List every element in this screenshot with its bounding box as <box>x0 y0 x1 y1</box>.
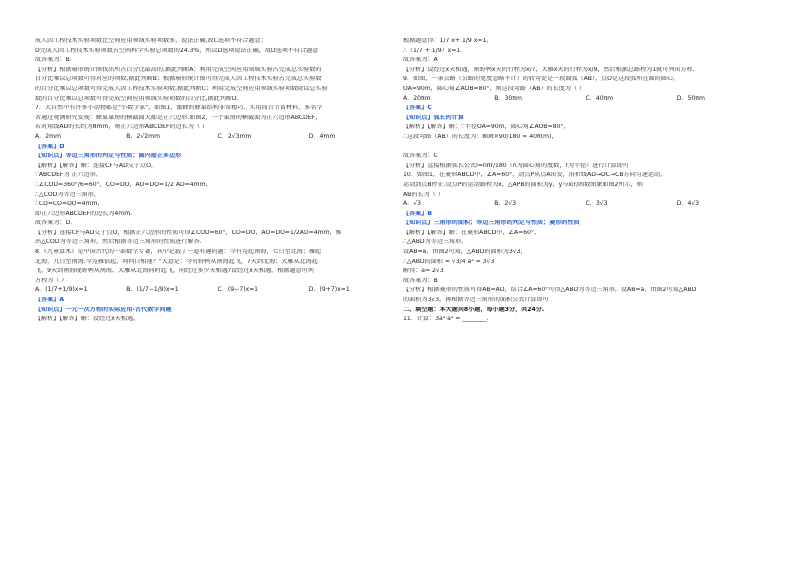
knowledge-line: 【知识点】弧长的计算 <box>403 114 464 121</box>
text-line: ∵ABCDEF为 正六边形， <box>35 172 102 179</box>
right-column <box>403 38 768 326</box>
text-line: 【解析】【解答】解：连接CF与AD交于点O， <box>35 162 157 169</box>
text-line: 百分比乘以总项数可得对应的项数,据此判断B；根据扇形统计图可得完成人因工程技术实验占完成总实验数 <box>35 76 322 83</box>
text-line: 【分析】连接CF与AD交于点O，根据正六边形的性质可得∠COD=60°，CO=DO，AO=DO=1/2AD=4mm，推 <box>35 229 342 236</box>
text-line: 故答案为：D. <box>35 220 73 227</box>
text-line: 7．大自然中有许多小动物都是"小数学家"，如图1，蜜蜂的蜂巢结构非常精巧、实用而且节省材料，多名学 <box>35 105 323 112</box>
option-text: D．4mm <box>308 132 336 140</box>
option-row <box>403 201 768 211</box>
text-line: 11．计算：3a²·a³ = ________. <box>403 316 489 323</box>
text-line: 【分析】直接根据弧长公式l=nπr/180（n为圆心角的度数，r为半径）进行计算即可 <box>403 162 629 169</box>
text-line: ∴CD=CO=DO=4mm， <box>35 201 104 208</box>
text-line: 飞，9天到南海现野鸭从南海、大雁从北海同时起飞，问经过多少天相遇?设经过x天相遇，根据题意可列 <box>35 268 314 275</box>
answer-line: 【答案】C <box>403 105 432 112</box>
text-line: ∴△COD为等边三角形， <box>35 191 100 198</box>
text-line: ∴这段弯路（AB）的长度为：80π×90/180 = 40π(m)， <box>403 133 558 140</box>
option-text: D．4√3 <box>676 200 700 208</box>
text-line: 【分析】根据扇形统计图找出所占百分比最高的,据此判断A；利用完成空间应用领域实验占完成总实验数的 <box>35 66 322 73</box>
text-line <box>403 144 768 154</box>
text-line: 解得：a= 2√3 <box>403 268 444 275</box>
text-line: 运动到点B停止.设点P的运动路程为x，△APB的面积为y，y与x的函数图象如图2所示，则 <box>403 181 643 188</box>
option-text: A．20πm <box>403 94 431 102</box>
text-line: ∴（1/7 + 1/9）x=1. <box>403 47 463 54</box>
text-line: 【分析】设经过x天相遇，则野鸭x天的行程为x/7，大雁x天的行程为x/9，然后根据总路程为1就可列出方程. <box>403 66 695 73</box>
text-line: 【解析】【解答】解：∵半径OA=90m，圆心角∠AOB=80°， <box>403 124 570 131</box>
text-line: 即正六边形ABCDEF的边长为4mm. <box>35 210 133 217</box>
option-text: B．30πm <box>494 94 522 102</box>
text-line: 数的百分比乘以总项数可得完成空间应用领域实验项数的百分比,据此判断D. <box>35 95 239 102</box>
text-line: 设AB=a，由图2可知，△ABD的面积为3√3， <box>403 249 527 256</box>
knowledge-line: 【知识点】一元一次方程的实际应用-古代数学问题 <box>35 306 172 313</box>
option-row <box>403 96 768 106</box>
text-line: 【解析】【解答】解：设经过x天相遇， <box>35 316 140 323</box>
text-line: 9．如图，一条公路（公路的宽度忽略不计）的转弯处是一段圆弧（AB），点O是这段弧所在圆的圆心， <box>403 76 680 83</box>
option-text: D．50πm <box>676 94 705 102</box>
answer-line: 【答案】B <box>403 210 433 217</box>
option-text: A．√3 <box>403 200 422 208</box>
text-line: D完成人因工程技术实验项数占空间科学实验总项数的24.3%，所以D选项说法正确，故D选项不符合题意 <box>35 47 319 54</box>
answer-line: 【答案】A <box>35 297 65 304</box>
knowledge-line: 【知识点】等边三角形的判定与性质；圆内接正多边形 <box>35 153 182 160</box>
option-text: C．2√3mm <box>217 132 252 140</box>
text-line: 8.《九章算术》是中国古代的一部数学专著，其中记载了一道有趣的题：今有凫起南海，七日至北海；雁起 <box>35 249 322 256</box>
left-column <box>35 38 400 326</box>
option-text: B．2√3 <box>494 200 517 208</box>
text-line: 的百分比乘以总项数可得完成人因工程技术实验项数,据此判断C；利用完成空间应用领域实验项数除以总实验 <box>35 85 328 92</box>
option-text: A．(1/7+1/9)x=1 <box>35 286 88 294</box>
option-text: C．40πm <box>585 94 614 102</box>
knowledge-line: 【知识点】三角形的面积；等边三角形的判定与性质；菱形的性质 <box>403 220 580 227</box>
text-line: 的面积为3√3，再根据等边三角形的面积公式计算即可 <box>403 297 549 304</box>
text-line: 北海，九日至南海.今凫雁俱起，问何日相逢？"大意是：今有野鸭从南海起飞，7天到北海；大雁从北海起 <box>35 258 318 265</box>
text-line: 故答案为：B. <box>35 57 72 64</box>
text-line: 成人因工程技术实验项数比空间应用领域实验项数多，说法正确,故C选项不符合题意； <box>35 38 267 44</box>
text-line: 者通过观测研究发现：蜂巢巢房的横截面大都是正六边形.如图2，一个巢房的横截面为正六边形ABCDEF， <box>35 114 322 121</box>
text-line: 若对角线AD的长约为8mm，则正六边形ABCDEF的边长为（ ） <box>35 124 208 131</box>
text-line: ∴△ABD的面积 = √3/4 a² = 3√3 <box>403 258 495 265</box>
text-line: ∴∠COD=360°/6=60°，CO=DO，AO=DO=1/2 AD=4mm， <box>35 181 212 188</box>
option-text: A．2mm <box>35 132 62 140</box>
text-line: OA=90m，圆心角∠AOB=80°，则这段弯路（AB）的长度为（ ） <box>403 85 586 92</box>
option-text: B．(1/7−1/9)x=1 <box>126 286 179 294</box>
option-text: C．3√3 <box>585 200 608 208</box>
text-line: 【解析】【解答】解：在菱形ABCD中，∠A=60°， <box>403 229 541 236</box>
answer-line: 【答案】D <box>35 143 65 150</box>
text-line: 10．如图1，在菱形ABCD中，∠A=60°，动点P从点A出发，沿折线AD→DC→CB方向匀速运动， <box>403 172 667 179</box>
option-text: B．2√2mm <box>126 132 161 140</box>
option-row <box>35 287 400 297</box>
option-text: D．(9+7)x=1 <box>308 286 350 294</box>
text-line: 故答案为：B <box>403 277 438 284</box>
text-line: 出△COD为等边三角形，然后根据等边三角形的性质进行解答. <box>35 239 202 246</box>
option-row <box>35 134 400 144</box>
section-heading: 二、填空题：本大题共8小题，每小题3分，共24分. <box>403 306 545 313</box>
text-line: 方程为（ ） <box>35 277 68 284</box>
text-line: 故答案为：C <box>403 153 438 160</box>
text-line: ∴△ABD为等边三角形， <box>403 239 468 246</box>
option-text: C．(9−7)x=1 <box>217 286 259 294</box>
text-line: 【分析】根据菱形的性质可得AB=AD，结合∠A=60°可得△ABD为等边三角形，设AB=a，由图2可知△ABD <box>403 287 697 294</box>
text-line: 故答案为：A <box>403 57 438 64</box>
text-line: AB的长为（ ） <box>403 191 444 198</box>
text-line: 根据题意得：1/7 x+ 1/9 x=1， <box>403 38 493 44</box>
